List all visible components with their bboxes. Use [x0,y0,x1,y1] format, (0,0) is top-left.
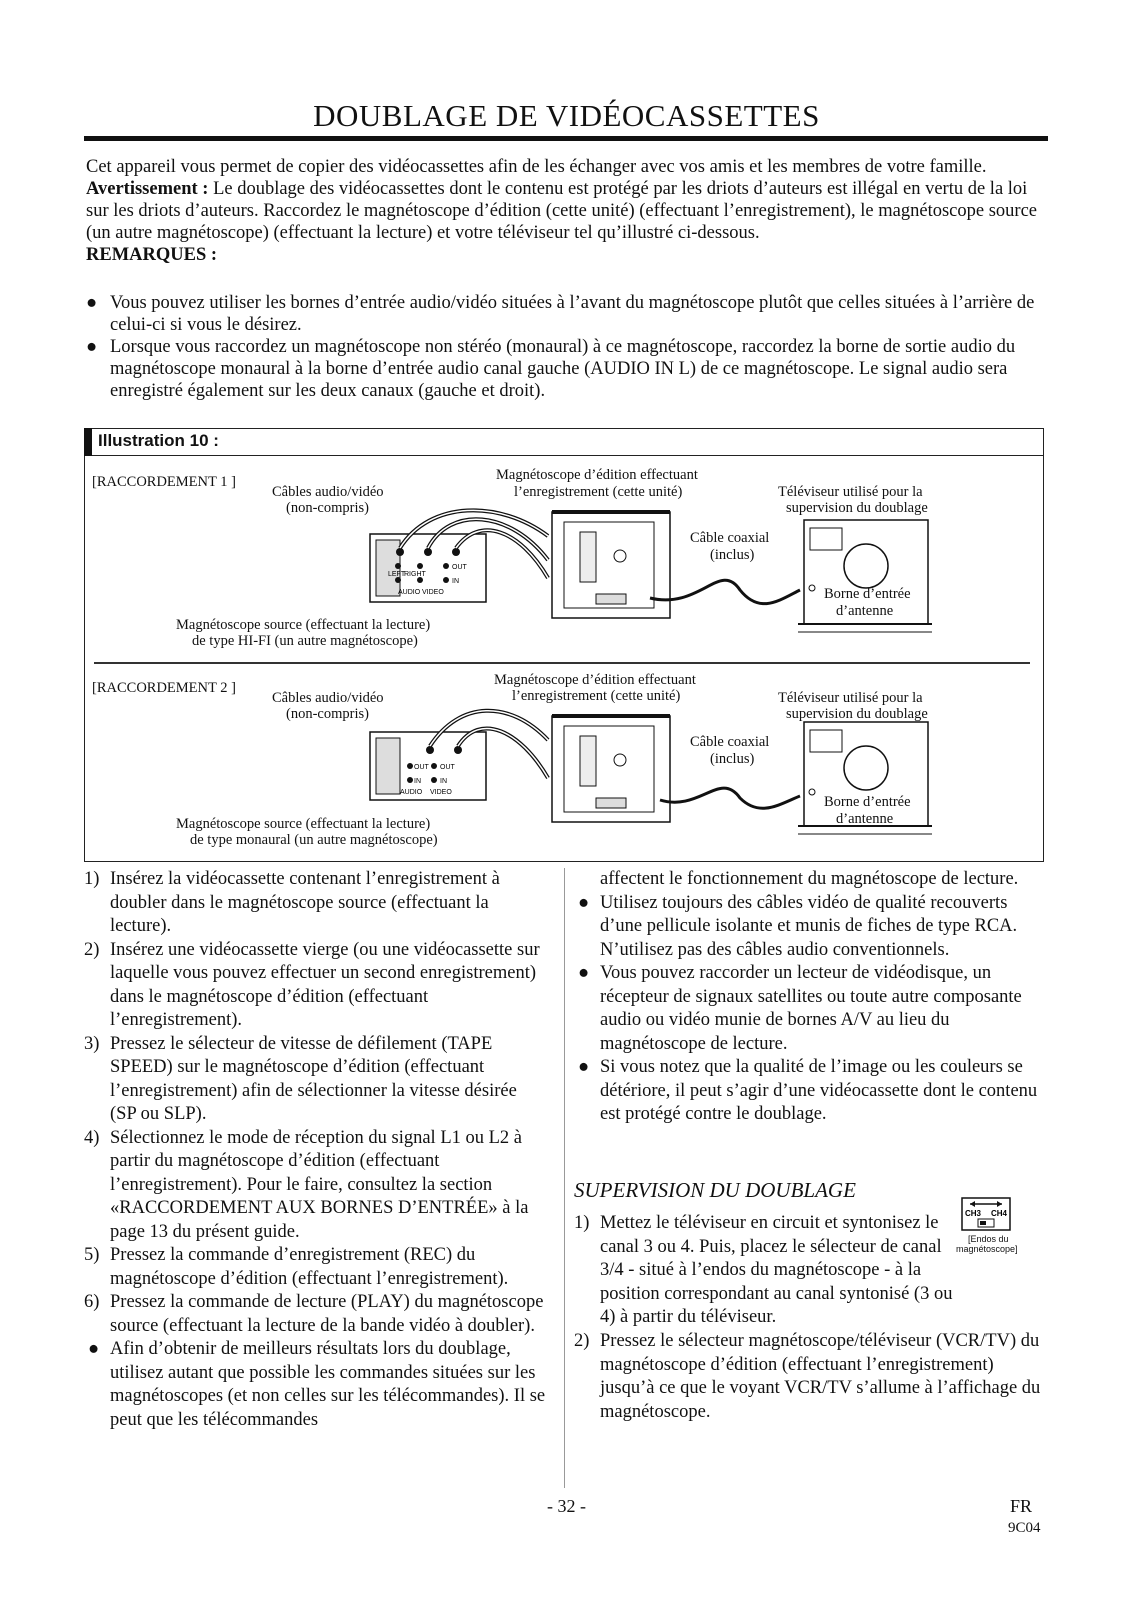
tv-1 [798,520,932,632]
page-title: DOUBLAGE DE VIDÉOCASSETTES [313,98,820,133]
bullet-dot: ● [578,1057,590,1077]
step-item [84,1291,546,1338]
connection-2-label: [RACCORDEMENT 2 ] [92,680,236,696]
switch-caption: magnétoscope] [956,1244,1018,1254]
edit-vcr-1 [552,512,670,618]
source-vcr-label: de type HI-FI (un autre magnétoscope) [192,633,418,649]
step-text: Mettez le téléviseur en circuit et syntonisez le canal 3 ou 4. Puis, placez le sélecteur de canal 3/4 - situé à l’endos du magnétoscope - à la position correspondant au canal syntonisé (3 ou 4) à partir du téléviseur. [600,1213,953,1327]
intro-line: Cet appareil vous permet de copier des vidéocassettes afin de les échanger avec vos amis et les membres de votre famille. [86,157,987,177]
page-number: - 32 - [547,1496,586,1516]
warning-label: Avertissement : [86,179,209,199]
source-vcr-label: Magnétoscope source (effectuant la lecture) [176,617,431,633]
supervision-title: SUPERVISION DU DOUBLAGE [574,1178,856,1202]
bullet-item [574,962,1044,1056]
remark-text: Lorsque vous raccordez un magnétoscope non stéréo (monaural) à ce magnétoscope, raccordez la borne de sortie audio du magnétoscope monaural à la borne d’entrée audio canal gauche (AUDIO IN L) de ce magnétoscope. Le signal audio sera enregistré également sur les deux canaux (gauche et droit). [110,337,1016,401]
step-number: 5) [84,1245,100,1265]
remark-text: Vous pouvez utiliser les bornes d’entrée audio/vidéo situées à l’avant du magnétoscope plutôt que celles situées à l’arrière de celui-ci si vous le désirez. [110,293,1035,335]
coax-label: (inclus) [710,751,755,767]
bullet-dot: ● [88,1339,100,1359]
coax-cable-1 [650,580,800,603]
tv-2 [798,722,932,834]
step-text: Pressez le sélecteur magnétoscope/téléviseur (VCR/TV) du magnétoscope d’édition (effectuant l’enregistrement) jusqu’à ce que le voyant VCR/TV s’allume à l’affichage du magnétoscope. [600,1331,1041,1422]
step-number: 2) [574,1331,590,1351]
remarks-label: REMARQUES : [86,245,218,265]
bullet-text: Afin d’obtenir de meilleurs résultats lors du doublage, utilisez autant que possible les commandes situées sur les magnétoscopes (et non celles sur les télécommandes). Il se peut que les télécommandes [110,1339,546,1430]
step-item [84,868,546,939]
step-item [574,1330,1044,1424]
coax-label: Câble coaxial [690,530,770,546]
panel-label: AUDIO [398,589,421,596]
bullet-text: Utilisez toujours des câbles vidéo de qualité recouverts d’une pellicule isolante et munis de fiches de type RCA. N’utilisez pas des câbles audio conventionnels. [600,892,1018,960]
coax-label: Câble coaxial [690,734,770,750]
right-column [574,868,1044,1127]
step-text: Sélectionnez le mode de réception du signal L1 ou L2 à partir du magnétoscope d’édition (effectuant l’enregistrement). Pour le faire, consultez la section «RACCORDEMENT AUX BORNES D’ENTRÉE» à la page 13 du présent guide. [110,1127,529,1242]
panel-label: VIDEO [422,589,444,596]
step-text: Insérez une vidéocassette vierge (ou une vidéocassette sur laquelle vous pouvez effectuer un second enregistrement) dans le magnétoscope d’édition (effectuant l’enregistrement). [110,939,540,1030]
tv-label: supervision du doublage [786,706,928,722]
panel-label: OUT [452,564,467,571]
step-item [84,1033,546,1127]
panel-label: IN [440,778,447,785]
step-text: Insérez la vidéocassette contenant l’enregistrement à doubler dans le magnétoscope source (effectuant la lecture). [110,869,500,936]
source-vcr-label: de type monaural (un autre magnétoscope) [190,832,438,848]
switch-label: CH4 [991,1209,1008,1218]
cables-note: (non-compris) [286,706,369,722]
panel-label: IN [414,778,421,785]
step-text: Pressez le sélecteur de vitesse de défilement (TAPE SPEED) sur le magnétoscope d’édition (effectuant l’enregistrement) afin de sélectionner la vitesse désirée (SP ou SLP). [110,1033,517,1124]
continuation-text: affectent le fonctionnement du magnétoscope de lecture. [600,869,1019,889]
coax-label: (inclus) [710,547,755,563]
step-number: 1) [84,869,100,889]
step-item [84,939,546,1033]
cables-note: (non-compris) [286,500,369,516]
step-number: 3) [84,1033,100,1054]
tv-label: supervision du doublage [786,500,928,516]
cables-label: Câbles audio/vidéo [272,484,384,500]
bullet-dot: ● [86,293,98,313]
edit-vcr-label: l’enregistrement (cette unité) [514,484,683,500]
edit-vcr-label: l’enregistrement (cette unité) [512,688,681,704]
column-divider [564,868,565,1488]
panel-label: IN [452,578,459,585]
edit-vcr-label: Magnétoscope d’édition effectuant [496,467,698,483]
bullet-item [574,892,1044,963]
step-text: Pressez la commande d’enregistrement (REC) du magnétoscope d’édition (effectuant l’enregistrement). [110,1245,509,1289]
switch-label: CH3 [965,1209,982,1218]
continuation-item [574,868,1044,892]
step-number: 1) [574,1213,590,1233]
antenna-label: d’antenne [836,811,894,827]
panel-label: OUT [440,764,455,771]
step-item [84,1127,546,1245]
connection-1-label: [RACCORDEMENT 1 ] [92,474,236,490]
antenna-label: Borne d’entrée [824,586,911,602]
bullet-item [84,1338,546,1432]
warning-text: Le doublage des vidéocassettes dont le contenu est protégé par les driots d’auteurs est illégal en vertu de la loi sur les driots d’auteurs. Raccordez le magnétoscope d’édition (cette unité) (effectuant l’enregistrement), le magnétoscope source (un autre magnétoscope) (effectuant la lecture) et votre téléviseur tel qu’illustré ci-dessous. [86,179,1037,243]
step-number: 6) [84,1292,100,1312]
step-item [84,1244,546,1291]
edit-vcr-2 [552,716,670,822]
bullet-dot: ● [578,892,590,913]
left-column [84,868,546,1432]
channel-switch-icon [952,1194,1032,1236]
language-label: FR [1010,1496,1033,1516]
illustration-label: Illustration 10 : [98,431,219,450]
bullet-item [574,1056,1044,1127]
coax-cable-2 [660,788,800,808]
panel-label: RIGHT [404,571,426,578]
step-number: 2) [84,939,100,960]
cables-label: Câbles audio/vidéo [272,690,384,706]
step-number: 4) [84,1127,100,1148]
source-vcr-2 [370,732,486,800]
switch-caption: [Endos du [968,1234,1009,1244]
panel-label: OUT [414,764,429,771]
supervision-step-2 [574,1330,1044,1424]
panel-label: AUDIO [400,789,423,796]
bullet-text: Vous pouvez raccorder un lecteur de vidéodisque, un récepteur de signaux satellites ou toute autre composante audio ou vidéo munie de bornes A/V au lieu du magnétoscope de lecture. [600,963,1022,1054]
bullet-dot: ● [578,963,590,983]
step-text: Pressez la commande de lecture (PLAY) du magnétoscope source (effectuant la lecture de la bande vidéo à doubler). [110,1292,544,1336]
antenna-label: Borne d’entrée [824,794,911,810]
bullet-text: Si vous notez que la qualité de l’image ou les couleurs se détériore, il peut s’agir d’une vidéocassette dont le contenu est protégé contre le doublage. [600,1057,1038,1124]
supervision-step-1 [574,1212,954,1330]
step-item [574,1212,954,1330]
edit-vcr-label: Magnétoscope d’édition effectuant [494,672,696,688]
source-vcr-label: Magnétoscope source (effectuant la lecture) [176,816,431,832]
tv-label: Téléviseur utilisé pour la [778,690,923,706]
panel-label: LEFT [388,571,406,578]
tv-label: Téléviseur utilisé pour la [778,484,923,500]
document-code: 9C04 [1008,1520,1041,1536]
bullet-dot: ● [86,337,98,357]
antenna-label: d’antenne [836,603,894,619]
panel-label: VIDEO [430,789,452,796]
